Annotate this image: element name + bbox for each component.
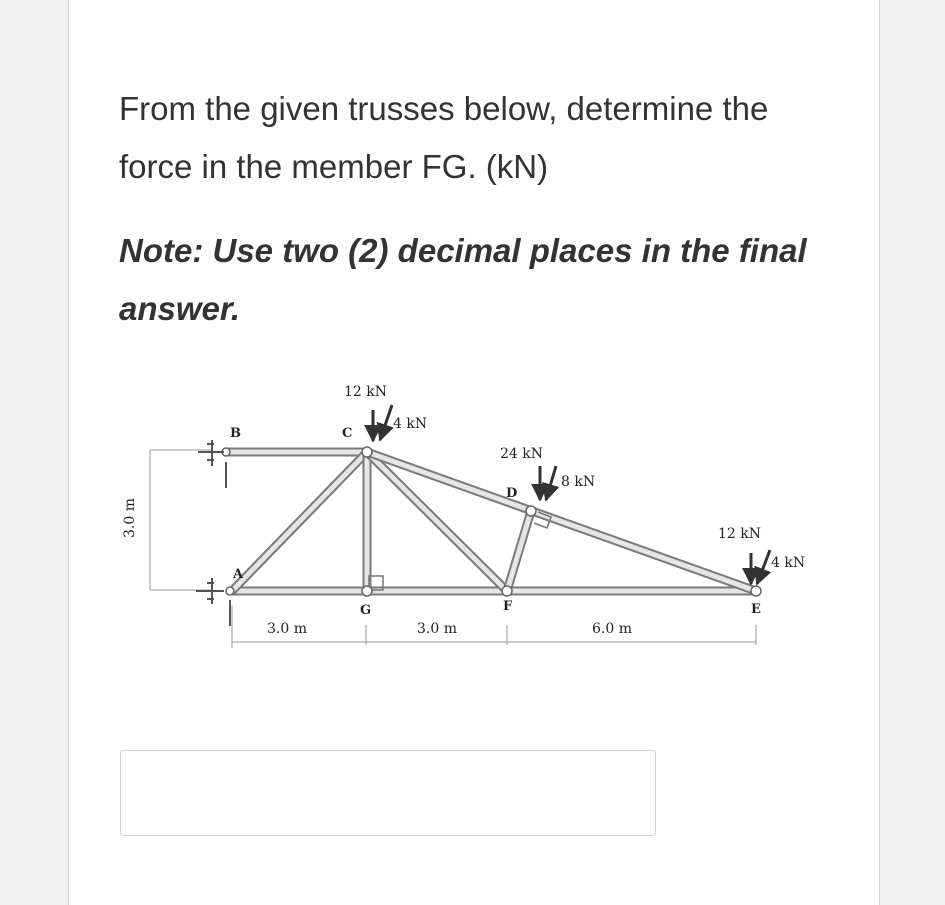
node-label-b: B <box>230 426 241 441</box>
joint-d <box>526 506 536 516</box>
answer-input[interactable] <box>120 750 656 836</box>
truss-members <box>225 452 756 591</box>
load-e-vertical-label: 12 kN <box>718 526 761 542</box>
load-c-vertical-label: 12 kN <box>344 384 387 400</box>
question-note: Note: Use two (2) decimal places in the final answer. <box>119 232 807 327</box>
node-label-d: D <box>506 486 518 501</box>
node-label-e: E <box>751 602 761 617</box>
support-b-icon <box>198 440 226 488</box>
joint-a <box>226 587 234 595</box>
member-ce-inner <box>367 452 756 591</box>
joint-c <box>362 447 372 457</box>
question-text: From the given trusses below, determine the force in the member FG. (kN) <box>119 90 769 185</box>
member-ac-inner <box>232 452 367 591</box>
load-d-horizontal-label: 8 kN <box>561 474 596 490</box>
dimension-span-ag-label: 3.0 m <box>267 621 307 637</box>
dimension-span-gf-label: 3.0 m <box>417 621 457 637</box>
load-e-horizontal-arrow-icon <box>757 550 770 584</box>
support-a-icon <box>196 578 230 626</box>
load-c-horizontal-arrow-icon <box>380 405 392 440</box>
node-label-f: F <box>503 599 513 614</box>
load-d-vertical-label: 24 kN <box>500 446 543 462</box>
joint-g <box>362 586 372 596</box>
node-label-a: A <box>233 567 244 582</box>
load-d-horizontal-arrow-icon <box>546 466 556 500</box>
load-e-horizontal-label: 4 kN <box>771 555 806 571</box>
load-c-horizontal-label: 4 kN <box>393 416 428 432</box>
node-label-g: G <box>360 603 372 618</box>
joint-e <box>751 586 761 596</box>
load-arrows <box>373 405 770 584</box>
member-df-inner <box>507 511 531 591</box>
dimension-height-label: 3.0 m <box>122 498 138 538</box>
joint-f <box>502 586 512 596</box>
node-label-c: C <box>342 426 353 441</box>
dimension-span-fe-label: 6.0 m <box>592 621 632 637</box>
